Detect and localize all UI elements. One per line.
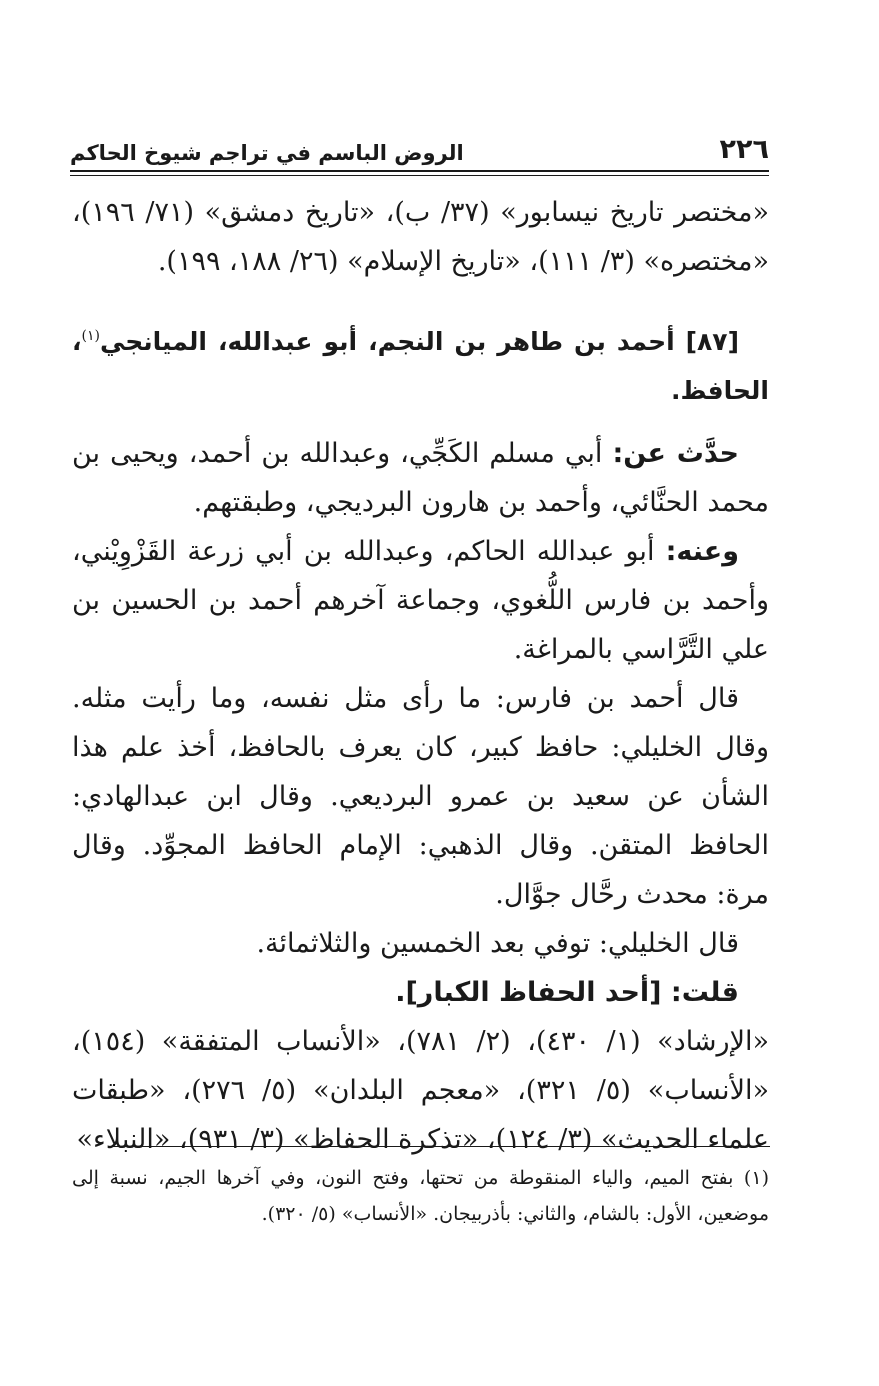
footnote-1: (١) بفتح الميم، والياء المنقوطة من تحتها، وفتح النون، وفي آخرها الجيم، نسبة إلى موضعين، الأول: بالشام، والثاني: بأذربيجان. «الأنساب» (٥/ ٣٢٠). bbox=[72, 1167, 769, 1225]
entry-number: [٨٧] bbox=[685, 327, 739, 356]
footnote-rule bbox=[110, 1146, 770, 1147]
students-text: أبو عبدالله الحاكم، وعبدالله بن أبي زرعة القَزْوِيْني، وأحمد بن فارس اللُّغوي، وجماعة آخرهم أحمد بن الحسين بن علي التَّرَّاسي بالمراغة. bbox=[72, 536, 769, 665]
teachers-label: حدَّث عن: bbox=[612, 438, 739, 469]
header-rule-thin bbox=[70, 175, 769, 176]
students-paragraph bbox=[72, 527, 769, 674]
teachers-text: أبي مسلم الكَجِّي، وعبدالله بن أحمد، ويحيى بن محمد الحنَّائي، وأحمد بن هارون البرديجي، وطبقتهم. bbox=[72, 438, 769, 518]
entry-name: أحمد بن طاهر بن النجم، أبو عبدالله، الميانجي bbox=[99, 327, 675, 356]
running-header bbox=[70, 125, 769, 165]
main-text bbox=[72, 188, 769, 1164]
footnotes bbox=[72, 1160, 769, 1232]
entry-sources: «الإرشاد» (١/ ٤٣٠)، (٢/ ٧٨١)، «الأنساب المتفقة» (١٥٤)، «الأنساب» (٥/ ٣٢١)، «معجم البلدان» (٥/ ٢٧٦)، «طبقات علماء الحديث» (٣/ ١٢٤)، «تذكرة الحفاظ» (٣/ ٩٣١)، «النبلاء» bbox=[72, 1026, 769, 1155]
page-number: ٢٢٦ bbox=[719, 134, 769, 165]
header-rule bbox=[70, 170, 769, 172]
author-note-text: [أحد الحفاظ الكبار]. bbox=[395, 977, 671, 1008]
students-label: وعنه: bbox=[665, 536, 739, 567]
praise-paragraph: قال أحمد بن فارس: ما رأى مثل نفسه، وما رأيت مثله. وقال الخليلي: حافظ كبير، كان يعرف بالحافظ، أخذ علم هذا الشأن عن سعيد بن عمرو البرديعي. وقال ابن عبدالهادي: الحافظ المتقن. وقال الذهبي: الإمام الحافظ المجوِّد. وقال مرة: محدث رحَّال جوَّال. bbox=[72, 683, 769, 910]
book-title: الروض الباسم في تراجم شيوخ الحاكم bbox=[70, 141, 464, 165]
entry-title-suffix: ، الحافظ. bbox=[72, 327, 769, 405]
author-note-paragraph bbox=[72, 968, 769, 1017]
death-paragraph: قال الخليلي: توفي بعد الخمسين والثلاثمائة. bbox=[256, 928, 739, 959]
entry-heading bbox=[72, 312, 769, 415]
author-note-label: قلت: bbox=[670, 977, 739, 1008]
previous-entry-sources: «مختصر تاريخ نيسابور» (٣٧/ ب)، «تاريخ دمشق» (٧١/ ١٩٦)، «مختصره» (٣/ ١١١)، «تاريخ الإسلام» (٢٦/ ١٨٨، ١٩٩). bbox=[72, 197, 769, 277]
footnote-marker: (١) bbox=[81, 328, 100, 344]
teachers-paragraph bbox=[72, 429, 769, 527]
